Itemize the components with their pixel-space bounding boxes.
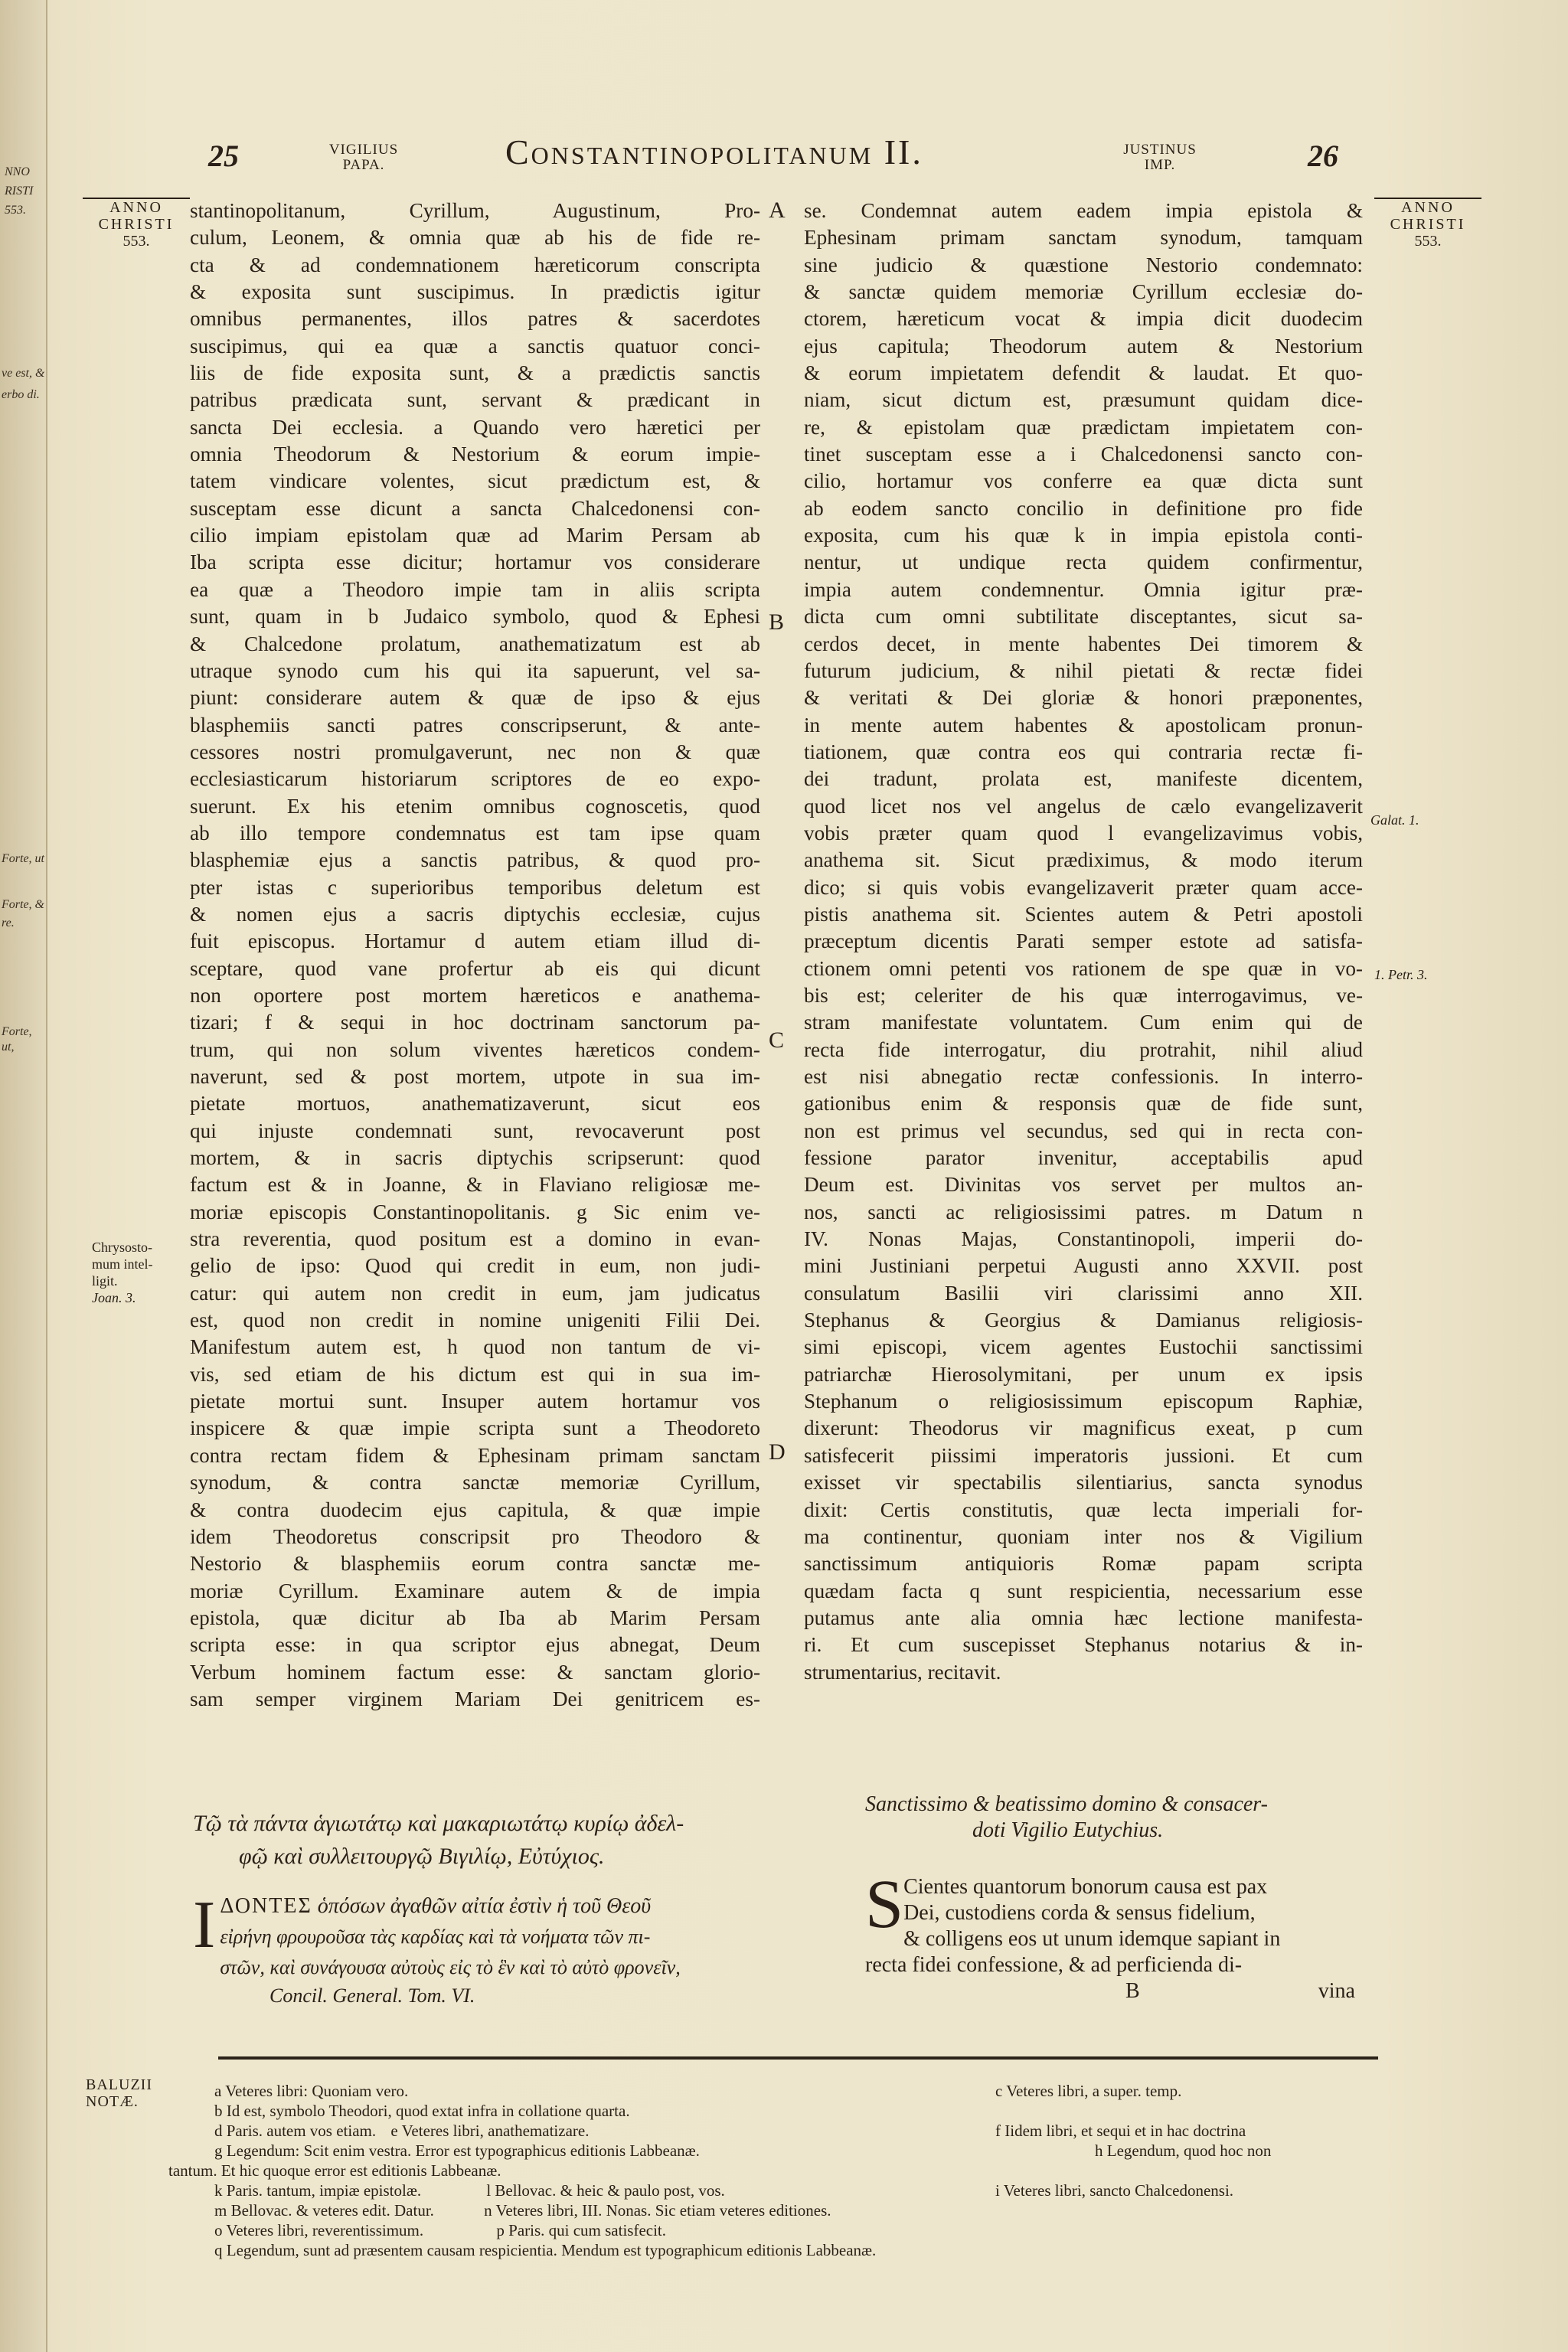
text-line: Iba scripta esse dicitur; hortamur vos considerare — [190, 550, 760, 574]
greek-line: φῷ καὶ συλλειτουργῷ Βιγιλίῳ, Εὐτύχιος. — [239, 1844, 605, 1869]
text-line: factum est & in Joanne, & in Flaviano religiosæ me- — [190, 1173, 760, 1197]
text-line: nentur, ut undique recta quidem confirmentur, — [804, 550, 1363, 574]
text-line: futurum judicium, & nihil pietati & rectæ fidei — [804, 658, 1363, 682]
text-line: simi episcopi, vicem agentes Eustochii sanctissimi — [804, 1335, 1363, 1359]
text-line: & Chalcedone prolatum, anathematizatum est ab — [190, 632, 760, 655]
edge-text: erbo di. — [2, 388, 40, 401]
text-line: ejus capitula; Theodorum autem & Nestorium — [804, 334, 1363, 358]
greek-letter-body — [193, 1888, 775, 2009]
text-line: Ephesinam primam sanctam synodum, tamquam — [804, 226, 1363, 250]
text-line: cilio, hortamur vos conferre ea quæ dicta sunt — [804, 469, 1363, 493]
text-line: Verbum hominem factum esse: & sanctam glorio- — [190, 1660, 760, 1684]
text-line: naverunt, sed & post mortem, utpote in sua im- — [190, 1065, 760, 1088]
note-line: ligit. — [92, 1273, 118, 1289]
text-line: præceptum dicentis Parati semper estote ad satisfa- — [804, 929, 1363, 953]
edge-text: RISTI — [5, 185, 34, 198]
text-line: blasphemiæ ejus a sanctis patribus, & quod pro- — [190, 848, 760, 872]
edge-text: Forte, ut, — [2, 1025, 32, 1054]
right-anno-christi — [1374, 198, 1481, 250]
latin-line: Dei, custodiens corda & sensus fidelium, — [903, 1901, 1256, 1925]
text-line: sam semper virginem Mariam Dei genitricem es- — [190, 1687, 760, 1710]
note-line: Joan. 3. — [92, 1290, 136, 1305]
text-line: dixerunt: Theodorus vir magnificus exeat, p cum — [804, 1416, 1363, 1440]
text-line: Manifestum autem est, h quod non tantum de vi- — [190, 1335, 760, 1359]
note-l: l Bellovac. & heic & paulo post, vos. — [486, 2181, 725, 2200]
latin-line: Cientes quantorum bonorum causa est pax — [903, 1875, 1268, 1899]
text-line: ma continentur, quoniam inter nos & Vigilium — [804, 1524, 1363, 1548]
note-d: d Paris. autem vos etiam. — [214, 2122, 377, 2140]
text-column-left — [190, 198, 760, 1713]
text-line: tizari; f & sequi in hoc doctrinam sanctorum pa- — [190, 1011, 760, 1034]
text-line: cerdos decet, in mente habentes Dei timorem & — [804, 632, 1363, 655]
text-line: dico; si quis vobis evangelizaverit præter quam acce- — [804, 875, 1363, 899]
text-line: mortem, & in sacris diptychis scripserunt: quod — [190, 1146, 760, 1170]
left-folio: 25 — [208, 139, 239, 173]
text-line: impia autem condemnentur. Omnia igitur præ- — [804, 577, 1363, 601]
note-line: Chrysosto- — [92, 1240, 153, 1255]
text-line: in mente autem habentes & apostolicam pronun- — [804, 713, 1363, 737]
text-line: gelio de ipso: Quod qui credit in eum, non judi- — [190, 1254, 760, 1278]
note-g-cont: tantum. Et hic quoque error est editionis Labbeanæ. — [168, 2161, 501, 2180]
note-c: c Veteres libri, a super. temp. — [995, 2082, 1182, 2100]
christi-label: CHRISTI — [98, 216, 175, 233]
text-line: suerunt. Ex his etenim omnibus cognoscetis, quod — [190, 794, 760, 818]
text-line: satisfecerit piissimi imperatoris jussioni. Et cum — [804, 1443, 1363, 1467]
text-line: Deum est. Divinitas vos servet per multos an- — [804, 1173, 1363, 1197]
text-line: bis est; celeriter de his quæ interrogavimus, ve- — [804, 983, 1363, 1007]
text-line: & eorum impietatem defendit & laudat. Et quo- — [804, 361, 1363, 385]
text-line: Stephanum o religiosissimum episcopum Raphiæ, — [804, 1390, 1363, 1413]
margin-note-chrysostom — [92, 1239, 199, 1306]
text-line: suscipimus, qui ea quæ a sanctis quatuor conci- — [190, 334, 760, 358]
sub-line: VIGILIUS — [328, 142, 399, 158]
greek-salutation — [193, 1807, 767, 1873]
text-line: culum, Leonem, & omnia quæ ab his de fide re- — [190, 226, 760, 250]
edge-text: 553. — [5, 204, 26, 217]
text-line: tinet susceptam esse a i Chalcedonensi sancto con- — [804, 443, 1363, 466]
text-line: tiationem, quæ contra eos qui contraria rectæ fi- — [804, 740, 1363, 763]
edge-text: Forte, ut — [2, 852, 44, 865]
section-letter-c: C — [769, 1027, 785, 1053]
text-line: ri. Et cum suscepisset Stephanus notarius & in- — [804, 1633, 1363, 1657]
note-line: mum intel- — [92, 1256, 153, 1272]
greek-line: Τῷ τὰ πάντα ἁγιωτάτῳ καὶ μακαριωτάτῳ κυρίῳ ἀδελ- — [193, 1811, 684, 1836]
text-line: ab eodem sancto concilio in definitione pro fide — [804, 496, 1363, 520]
text-line: quod licet nos vel angelus de cælo evangelizaverit — [804, 794, 1363, 818]
right-running-subtitle — [1118, 142, 1202, 173]
note-q: q Legendum, sunt ad præsentem causam respicientia. Mendum est typographicum editionis Labbeanæ. — [214, 2241, 877, 2259]
text-line: utraque synodo cum his qui ita sapuerunt, vel sa- — [190, 658, 760, 682]
greek-source: Concil. General. Tom. VI. — [270, 1984, 475, 2007]
text-line: patriarchæ Hierosolymitani, per unum ex ipsis — [804, 1362, 1363, 1386]
text-line: non est primus vel secundus, sed qui in recta con- — [804, 1119, 1363, 1142]
sub-line: PAPA. — [342, 157, 385, 173]
text-line: moriæ episcopis Constantinopolitanis. g Sic enim ve- — [190, 1200, 760, 1223]
note-k: k Paris. tantum, impiæ epistolæ. — [214, 2181, 422, 2200]
latin-salutation — [865, 1792, 1370, 1844]
text-line: anathema sit. Sicut prædiximus, & modo iterum — [804, 848, 1363, 872]
greek-line: στῶν, καὶ συνάγουσα αὐτοὺς εἰς τὸ ἓν καὶ τὸ αὐτὸ φρονεῖν, — [220, 1956, 681, 1978]
left-running-subtitle — [322, 142, 406, 173]
text-column-right — [804, 198, 1363, 1686]
text-line: synodum, & contra sanctæ memoriæ Cyrillum, — [190, 1471, 760, 1494]
text-line: vobis præter quam quod l evangelizavimus vobis, — [804, 821, 1363, 844]
section-letter-b-bottom: B — [1125, 1979, 1140, 2003]
anno-label: ANNO — [83, 198, 190, 216]
note-b: b Id est, symbolo Theodori, quod extat infra in collatione quarta. — [214, 2102, 630, 2120]
text-line: strumentarius, recitavit. — [804, 1660, 1001, 1684]
text-line: stra reverentia, quod positum est a domino in evan- — [190, 1227, 760, 1251]
note-n: n Veteres libri, III. Nonas. Sic etiam veteres editiones. — [484, 2201, 831, 2220]
year-label: 553. — [1414, 233, 1442, 250]
note-g: g Legendum: Scit enim vestra. Error est typographicus editionis Labbeanæ. — [214, 2141, 700, 2160]
running-title: Constantinopolitanum II. — [505, 132, 923, 172]
notes-label — [86, 2076, 152, 2110]
notes-label-line: NOTÆ. — [86, 2093, 139, 2110]
text-line: catur: qui autem non credit in eum, jam judicatus — [190, 1281, 760, 1305]
text-line: consulatum Basilii viri clarissimi anno XII. — [804, 1281, 1363, 1305]
note-f: f Iidem libri, et sequi et in hac doctrina — [995, 2122, 1246, 2140]
latin-line: & colligens eos ut unum idemque sapiant in — [903, 1927, 1281, 1951]
note-a: a Veteres libri: Quoniam vero. — [214, 2082, 409, 2100]
text-line: cessores nostri promulgaverunt, nec non & quæ — [190, 740, 760, 763]
latin-dropcap: S — [865, 1867, 904, 1942]
edge-text: NNO — [5, 165, 30, 178]
text-line: & contra duodecim ejus capitula, & quæ impie — [190, 1498, 760, 1521]
sub-line: JUSTINUS — [1123, 142, 1197, 158]
text-line: vis, sed etiam de his dictum est qui in sua im- — [190, 1362, 760, 1386]
text-line: dei tradunt, prolata est, manifeste dicentem, — [804, 767, 1363, 791]
text-line: & veritati & Dei gloriæ & honori præponentes, — [804, 686, 1363, 710]
edge-text: ve est, & — [2, 367, 45, 380]
text-line: omnia Theodorum & Nestorium & eorum impie- — [190, 443, 760, 466]
note-m: m Bellovac. & veteres edit. Datur. — [214, 2201, 434, 2220]
text-line: sceptare, quod vane profertur ab eis qui dicunt — [190, 956, 760, 980]
text-line: epistola, quæ dicitur ab Iba ab Marim Persam — [190, 1606, 760, 1629]
edge-text: Forte, & — [2, 898, 44, 911]
text-line: blasphemiis sancti patres conscripserunt, & ante- — [190, 713, 760, 737]
text-line: sancta Dei ecclesia. a Quando vero hæretici per — [190, 415, 760, 439]
left-anno-christi — [83, 198, 190, 250]
text-line: sanctissimum antiquioris Romæ papam scripta — [804, 1552, 1363, 1576]
note-i: i Veteres libri, sancto Chalcedonensi. — [995, 2181, 1234, 2200]
text-line: pietate mortui sunt. Insuper autem hortamur vos — [190, 1390, 760, 1413]
note-p: p Paris. qui cum satisfecit. — [496, 2221, 667, 2239]
note-h: h Legendum, quod hoc non — [1095, 2141, 1272, 2160]
text-line: niam, sicut dictum est, præsumunt quidam dice- — [804, 388, 1363, 412]
text-line: se. Condemnat autem eadem impia epistola & — [804, 199, 1363, 222]
text-line: & nomen ejus a sacris diptychis ecclesiæ, cujus — [190, 902, 760, 926]
text-line: ctorem, hæreticum vocat & impia dicit duodecim — [804, 307, 1363, 331]
text-line: exposita, cum his quæ k in impia epistola conti- — [804, 524, 1363, 547]
text-line: patribus prædicata sunt, servant & prædicant in — [190, 388, 760, 412]
text-line: est nisi abnegatio rectæ confessionis. In interro- — [804, 1065, 1363, 1088]
text-line: pietate mortuos, anathematizaverunt, sicut eos — [190, 1092, 760, 1116]
text-line: Nestorio & blasphemiis eorum contra sanctæ me- — [190, 1552, 760, 1576]
note-e: e Veteres libri, anathematizare. — [390, 2122, 590, 2140]
section-letter-d: D — [769, 1439, 786, 1465]
latin-line: Sanctissimo & beatissimo domino & consacer- — [865, 1792, 1268, 1816]
latin-line: doti Vigilio Eutychius. — [972, 1818, 1164, 1842]
text-line: fessione parator invenitur, acceptabilis apud — [804, 1146, 1363, 1170]
text-line: pter istas c superioribus temporibus deletum est — [190, 875, 760, 899]
margin-note-petr: 1. Petr. 3. — [1374, 967, 1428, 982]
text-line: dicta cum omni subtilitate disceptantes, sicut sa- — [804, 605, 1363, 629]
text-line: Stephanus & Georgius & Damianus religiosis- — [804, 1308, 1363, 1332]
notes-divider — [218, 2056, 1378, 2060]
text-line: susceptam esse dicunt a sancta Chalcedonensi con- — [190, 496, 760, 520]
text-line: idem Theodoretus conscripsit pro Theodoro & — [190, 1524, 760, 1548]
text-line: ea quæ a Theodoro impie tam in aliis scripta — [190, 577, 760, 601]
text-line: liis de fide exposita sunt, & a prædictis sanctis — [190, 361, 760, 385]
text-line: gationibus enim & responsis quæ de fide sunt, — [804, 1092, 1363, 1116]
greek-dropcap: Ι — [193, 1888, 216, 1962]
christi-label: CHRISTI — [1390, 216, 1466, 233]
text-line: sine judicio & quæstione Nestorio condemnato: — [804, 253, 1363, 276]
text-line: quædam facta q sunt respicientia, necessarium esse — [804, 1579, 1363, 1602]
text-line: piunt: considerare autem & quæ de ipso & ejus — [190, 686, 760, 710]
edge-text: re. — [2, 916, 15, 929]
right-folio: 26 — [1308, 139, 1338, 173]
latin-line: recta fidei confessione, & ad perficienda di- — [865, 1953, 1243, 1977]
sub-line: IMP. — [1144, 157, 1176, 173]
text-line: IV. Nonas Majas, Constantinopoli, imperii do- — [804, 1227, 1363, 1251]
text-line: est, quod non credit in nomine unigeniti Filii Dei. — [190, 1308, 760, 1332]
text-line: & exposita sunt suscipimus. In prædictis igitur — [190, 280, 760, 304]
text-line: omnibus permanentes, illos patres & sacerdotes — [190, 307, 760, 331]
greek-line: ὁπόσων ἀγαθῶν αἰτία ἐστὶν ἡ τοῦ Θεοῦ — [317, 1894, 652, 1918]
note-o: o Veteres libri, reverentissimum. — [214, 2221, 424, 2239]
greek-line: εἰρήνη φρουροῦσα τὰς καρδίας καὶ τὰ νοήματα τῶν πι- — [220, 1926, 651, 1948]
notes-right — [995, 2081, 1378, 2200]
text-line: pistis anathema sit. Scientes autem & Petri apostoli — [804, 902, 1363, 926]
year-label: 553. — [122, 233, 150, 250]
text-line: re, & epistolam quæ prædictam impietatem con- — [804, 415, 1363, 439]
text-line: cta & ad condemnationem hæreticorum conscripta — [190, 253, 760, 276]
margin-note-galat: Galat. 1. — [1370, 812, 1419, 828]
text-line: ecclesiasticarum historiarum scriptores de eo expo- — [190, 767, 760, 791]
text-line: ab illo tempore condemnatus est tam ipse quam — [190, 821, 760, 844]
section-letter-a: A — [769, 198, 786, 223]
section-letter-b: B — [769, 609, 785, 635]
text-line: trum, qui non solum viventes hæreticos condem- — [190, 1037, 760, 1061]
text-line: cilio impiam epistolam quæ ad Marim Persam ab — [190, 524, 760, 547]
text-line: inspicere & quæ impie scripta sunt a Theodoreto — [190, 1416, 760, 1440]
text-line: putamus ante alia omnia hæc lectione manifesta- — [804, 1606, 1363, 1629]
text-line: & sanctæ quidem memoriæ Cyrillum ecclesiæ do- — [804, 280, 1363, 304]
anno-label: ANNO — [1374, 198, 1481, 216]
text-line: fuit episcopus. Hortamur d autem etiam illud di- — [190, 929, 760, 953]
text-line: nos, sancti ac religiosissimi patres. m Datum n — [804, 1200, 1363, 1223]
text-line: contra rectam fidem & Ephesinam primam sanctam — [190, 1443, 760, 1467]
text-line: exisset vir spectabilis silentiarius, sancta synodus — [804, 1471, 1363, 1494]
text-line: dixit: Certis constitutis, quæ lecta imperiali for- — [804, 1498, 1363, 1521]
text-line: stram manifestate voluntatem. Cum enim qui de — [804, 1011, 1363, 1034]
text-line: stantinopolitanum, Cyrillum, Augustinum, Pro- — [190, 199, 760, 222]
text-line: ctionem omni petenti vos rationem de spe quæ in vo- — [804, 956, 1363, 980]
greek-initial-word: ΔΟΝΤΕΣ — [220, 1894, 312, 1918]
catchword: vina — [1318, 1979, 1355, 2003]
notes-label-line: BALUZII — [86, 2076, 152, 2093]
text-line: recta fide interrogatur, diu protrahit, nihil aliud — [804, 1037, 1363, 1061]
text-line: qui injuste condemnati sunt, revocaverunt post — [190, 1119, 760, 1142]
text-line: tatem vindicare volentes, sicut prædictum est, & — [190, 469, 760, 493]
left-page-edge — [0, 0, 47, 2352]
text-line: scripta esse: in qua scriptor ejus abnegat, Deum — [190, 1633, 760, 1657]
notes-left — [168, 2081, 980, 2260]
text-line: sunt, quam in b Judaico symbolo, quod & Ephesi — [190, 605, 760, 629]
text-line: mini Justiniani perpetui Augusti anno XXVII. post — [804, 1254, 1363, 1278]
latin-letter-body — [865, 1867, 1370, 2004]
text-line: moriæ Cyrillum. Examinare autem & de impia — [190, 1579, 760, 1602]
text-line: non oportere post mortem hæreticos e anathema- — [190, 983, 760, 1007]
